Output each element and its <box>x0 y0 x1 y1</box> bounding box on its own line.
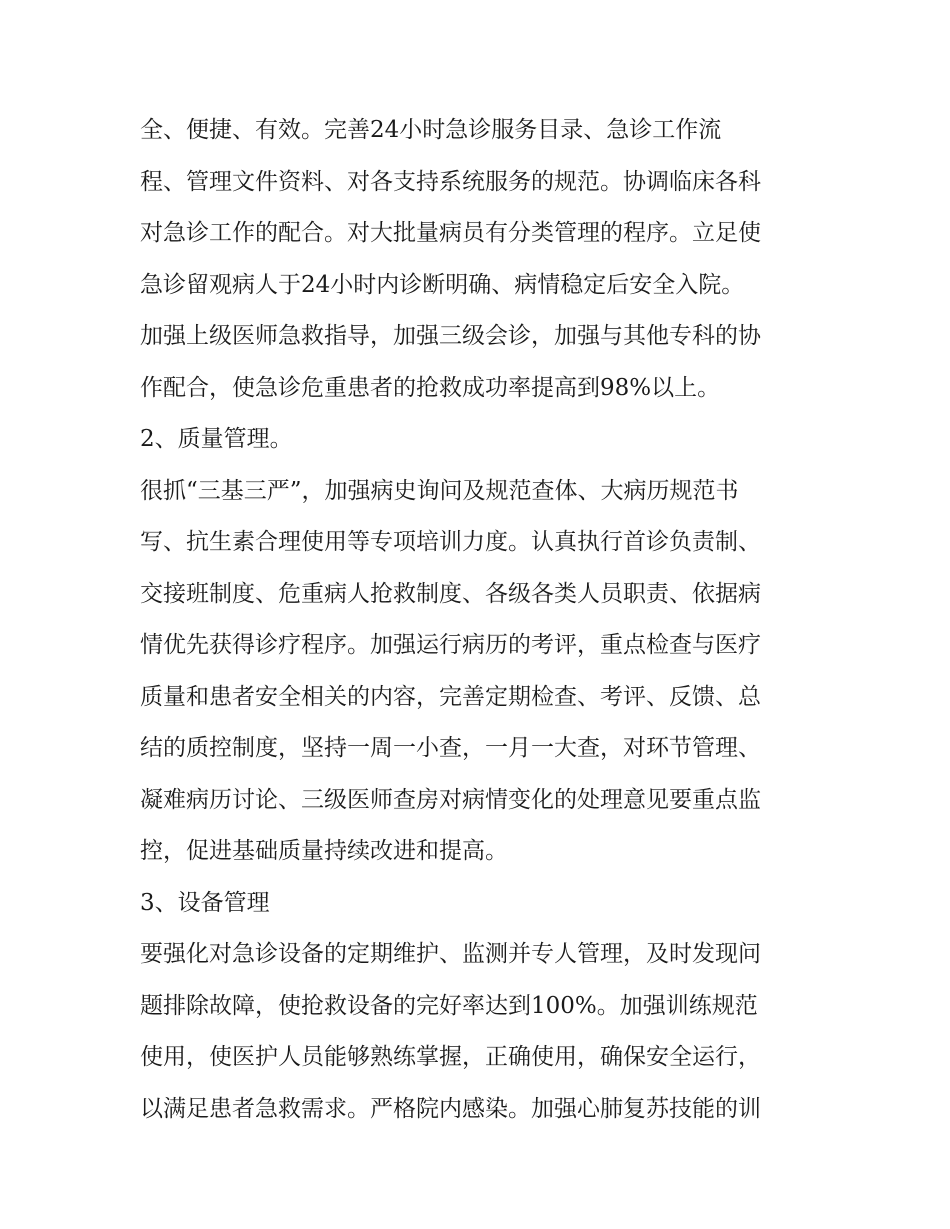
text-line: 很抓“三基三严”，加强病史询问及规范查体、大病历规范书 <box>140 477 739 504</box>
text-line: 要强化对急诊设备的定期维护、监测并专人管理，及时发现问 <box>140 941 761 967</box>
text-line: 对急诊工作的配合。对大批量病员有分类管理的程序。立足使 <box>140 220 761 246</box>
text-line: 全、便捷、有效。完善24小时急诊服务目录、急诊工作流 <box>140 117 722 143</box>
text-line: 控，促进基础质量持续改进和提高。 <box>140 838 508 864</box>
text-line: 以满足患者急救需求。严格院内感染。加强心肺复苏技能的训 <box>140 1095 761 1122</box>
text-line: 结的质控制度，坚持一周一小查，一月一大查，对环节管理、 <box>140 735 761 761</box>
text-line: 程、管理文件资料、对各支持系统服务的规范。协调临床各科 <box>140 168 761 195</box>
text-line: 凝难病历讨论、三级医师查房对病情变化的处理意见要重点监 <box>140 786 761 813</box>
text-line: 交接班制度、危重病人抢救制度、各级各类人员职责、依据病 <box>140 580 761 607</box>
section-heading: 2、质量管理。 <box>140 426 293 452</box>
text-line: 作配合，使急诊危重患者的抢救成功率提高到98%以上。 <box>140 374 721 401</box>
text-line: 加强上级医师急救指导，加强三级会诊，加强与其他专科的协 <box>140 323 761 349</box>
text-line: 质量和患者安全相关的内容，完善定期检查、考评、反馈、总 <box>140 683 761 710</box>
text-line: 使用，使医护人员能够熟练掌握，正确使用，确保安全运行， <box>140 1044 761 1070</box>
text-line: 写、抗生素合理使用等专项培训力度。认真执行首诊负责制、 <box>140 529 761 555</box>
text-line: 题排除故障，使抢救设备的完好率达到100%。加强训练规范 <box>140 992 758 1019</box>
section-heading: 3、设备管理 <box>140 889 270 916</box>
body-text <box>140 110 820 1140</box>
text-line: 急诊留观病人于24小时内诊断明确、病情稳定后安全入院。 <box>140 271 745 298</box>
text-line: 情优先获得诊疗程序。加强运行病历的考评，重点检查与医疗 <box>140 632 761 658</box>
